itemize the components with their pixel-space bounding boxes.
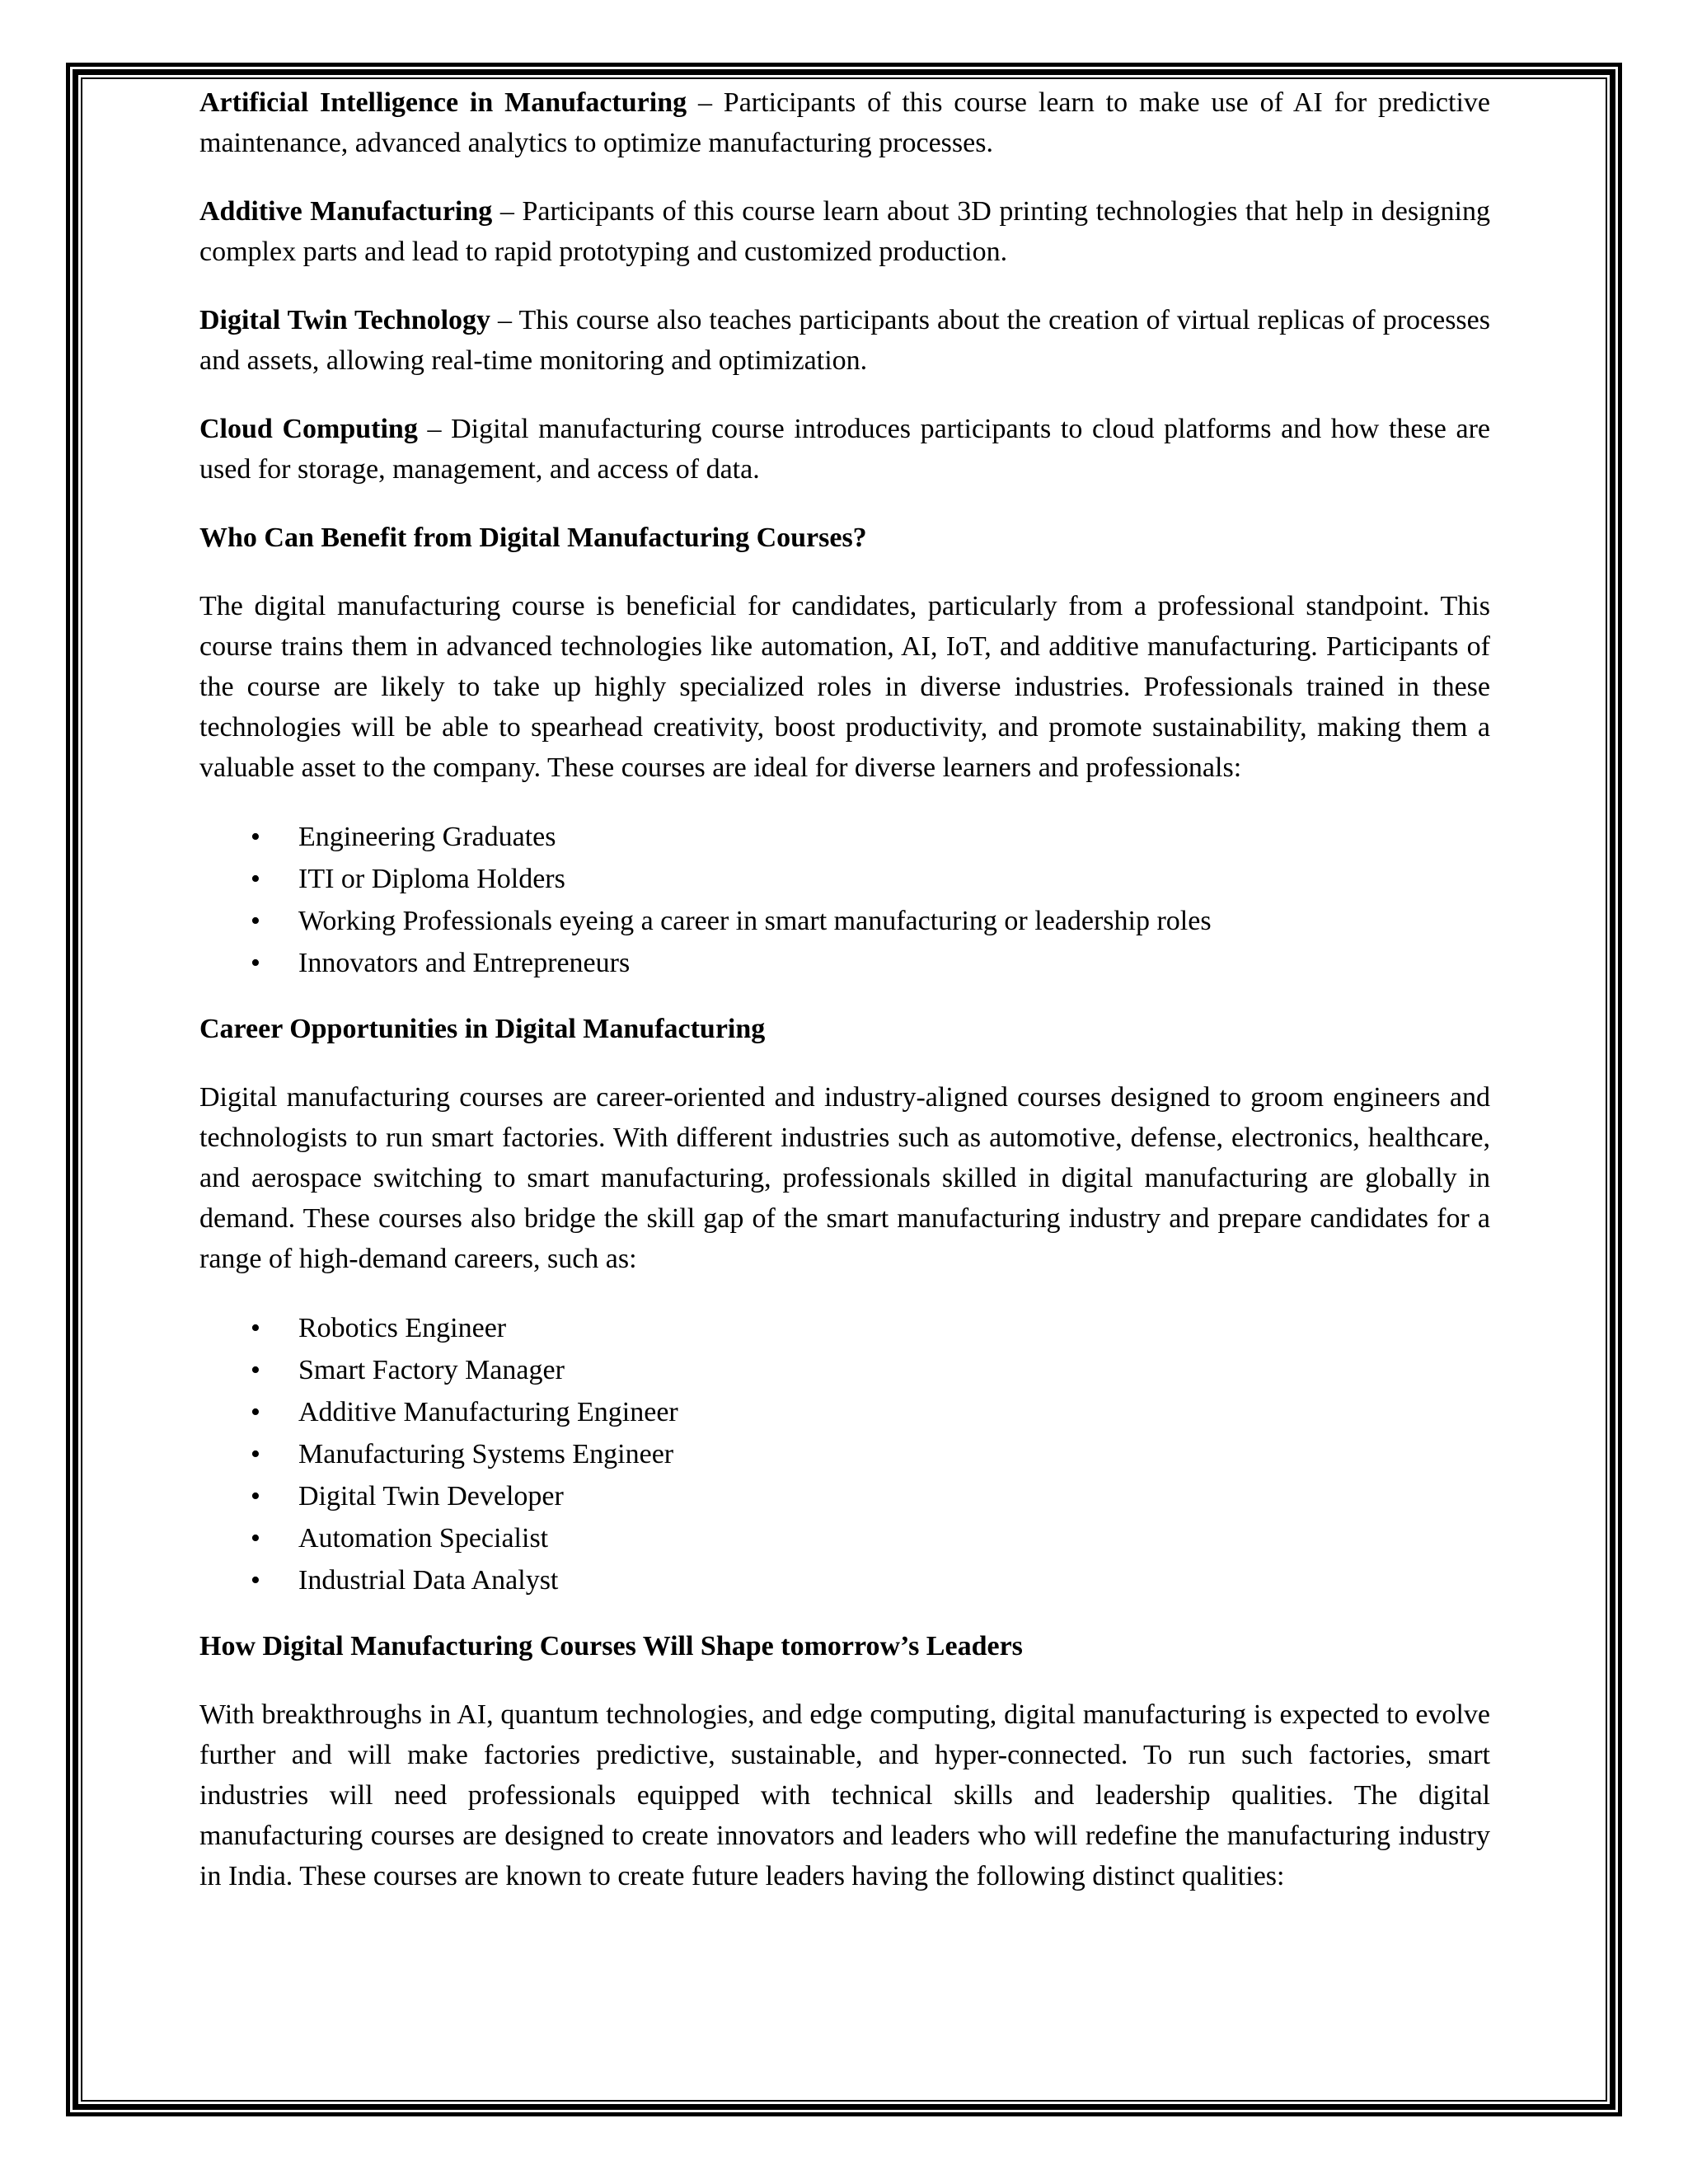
bullet-icon: • <box>251 906 260 936</box>
list-item <box>199 1349 1490 1391</box>
list-item-text: Working Professionals eyeing a career in smart manufacturing or leadership roles <box>298 906 1212 936</box>
intro-term: Cloud Computing <box>199 414 418 444</box>
bullet-icon: • <box>251 1481 260 1511</box>
list-item <box>199 900 1490 942</box>
list-item-text: Additive Manufacturing Engineer <box>298 1397 678 1427</box>
list-item <box>199 942 1490 984</box>
list-item <box>199 1475 1490 1517</box>
list-item <box>199 858 1490 900</box>
section-paragraph-who-can-benefit: The digital manufacturing course is beneficial for candidates, particularly from a professional standpoint. This course trains them in advanced technologies like automation, AI, IoT, and additive manufacturing. Participants of the course are likely to take up highly specialized roles in diverse industries. Professionals trained in these technologies will be able to spearhead creativity, boost productivity, and promote sustainability, making them a valuable asset to the company. These courses are ideal for diverse learners and professionals: <box>199 591 1490 783</box>
intro-term: Artificial Intelligence in Manufacturing <box>199 87 687 118</box>
list-item-text: Innovators and Entrepreneurs <box>298 948 631 978</box>
section-heading-future-leaders: How Digital Manufacturing Courses Will Shape tomorrow’s Leaders <box>199 1631 1023 1661</box>
bullet-list-careers <box>199 1307 1490 1601</box>
bullet-icon: • <box>251 1355 260 1385</box>
list-item <box>199 1433 1490 1475</box>
intro-item-cloud <box>199 409 1490 490</box>
list-item <box>199 816 1490 858</box>
list-item-text: Engineering Graduates <box>298 822 556 852</box>
section-heading-career-opportunities: Career Opportunities in Digital Manufacturing <box>199 1014 766 1044</box>
bullet-icon: • <box>251 1565 260 1596</box>
section-paragraph-future-leaders: With breakthroughs in AI, quantum technologies, and edge computing, digital manufacturing is expected to evolve further and will make factories predictive, sustainable, and hyper-connected. To run such factories, smart industries will need professionals equipped with technical skills and leadership qualities. The digital manufacturing courses are designed to create innovators and leaders who will redefine the manufacturing industry in India. These courses are known to create future leaders having the following distinct qualities: <box>199 1699 1490 1891</box>
bullet-icon: • <box>251 822 260 852</box>
list-item <box>199 1391 1490 1433</box>
section-paragraph-career-opportunities: Digital manufacturing courses are career-oriented and industry-aligned courses designed to groom engineers and technologists to run smart factories. With different industries such as automotive, defense, electronics, healthcare, and aerospace switching to smart manufacturing, professionals skilled in digital manufacturing are globally in demand. These courses also bridge the skill gap of the smart manufacturing industry and prepare candidates for a range of high-demand careers, such as: <box>199 1082 1490 1274</box>
list-item-text: Smart Factory Manager <box>298 1355 565 1385</box>
intro-description: – Participants of this course learn to make use of AI for predictive maintenance, advanced analytics to optimize manufacturing processes. <box>199 87 1490 158</box>
list-item-text: Industrial Data Analyst <box>298 1565 559 1596</box>
document-body <box>199 82 1490 1924</box>
list-item <box>199 1517 1490 1559</box>
intro-description: – Participants of this course learn about 3D printing technologies that help in designing complex parts and lead to rapid prototyping and customized production. <box>199 196 1490 267</box>
intro-description: – Digital manufacturing course introduces participants to cloud platforms and how these are used for storage, management, and access of data. <box>199 414 1490 485</box>
intro-item-ai <box>199 82 1490 163</box>
list-item <box>199 1307 1490 1349</box>
bullet-icon: • <box>251 1313 260 1343</box>
bullet-icon: • <box>251 948 260 978</box>
list-item <box>199 1559 1490 1601</box>
bullet-icon: • <box>251 864 260 894</box>
intro-item-additive <box>199 191 1490 272</box>
list-item-text: Digital Twin Developer <box>298 1481 564 1511</box>
bullet-icon: • <box>251 1523 260 1554</box>
section-heading-who-can-benefit: Who Can Benefit from Digital Manufacturing Courses? <box>199 523 867 553</box>
intro-term: Digital Twin Technology <box>199 305 491 335</box>
list-item-text: ITI or Diploma Holders <box>298 864 565 894</box>
list-item-text: Robotics Engineer <box>298 1313 507 1343</box>
bullet-list-beneficiaries <box>199 816 1490 984</box>
intro-term: Additive Manufacturing <box>199 196 493 227</box>
bullet-icon: • <box>251 1397 260 1427</box>
list-item-text: Automation Specialist <box>298 1523 549 1554</box>
bullet-icon: • <box>251 1439 260 1469</box>
intro-description: – This course also teaches participants about the creation of virtual replicas of processes and assets, allowing real-time monitoring and optimization. <box>199 305 1490 376</box>
intro-item-digital-twin <box>199 300 1490 381</box>
list-item-text: Manufacturing Systems Engineer <box>298 1439 674 1469</box>
